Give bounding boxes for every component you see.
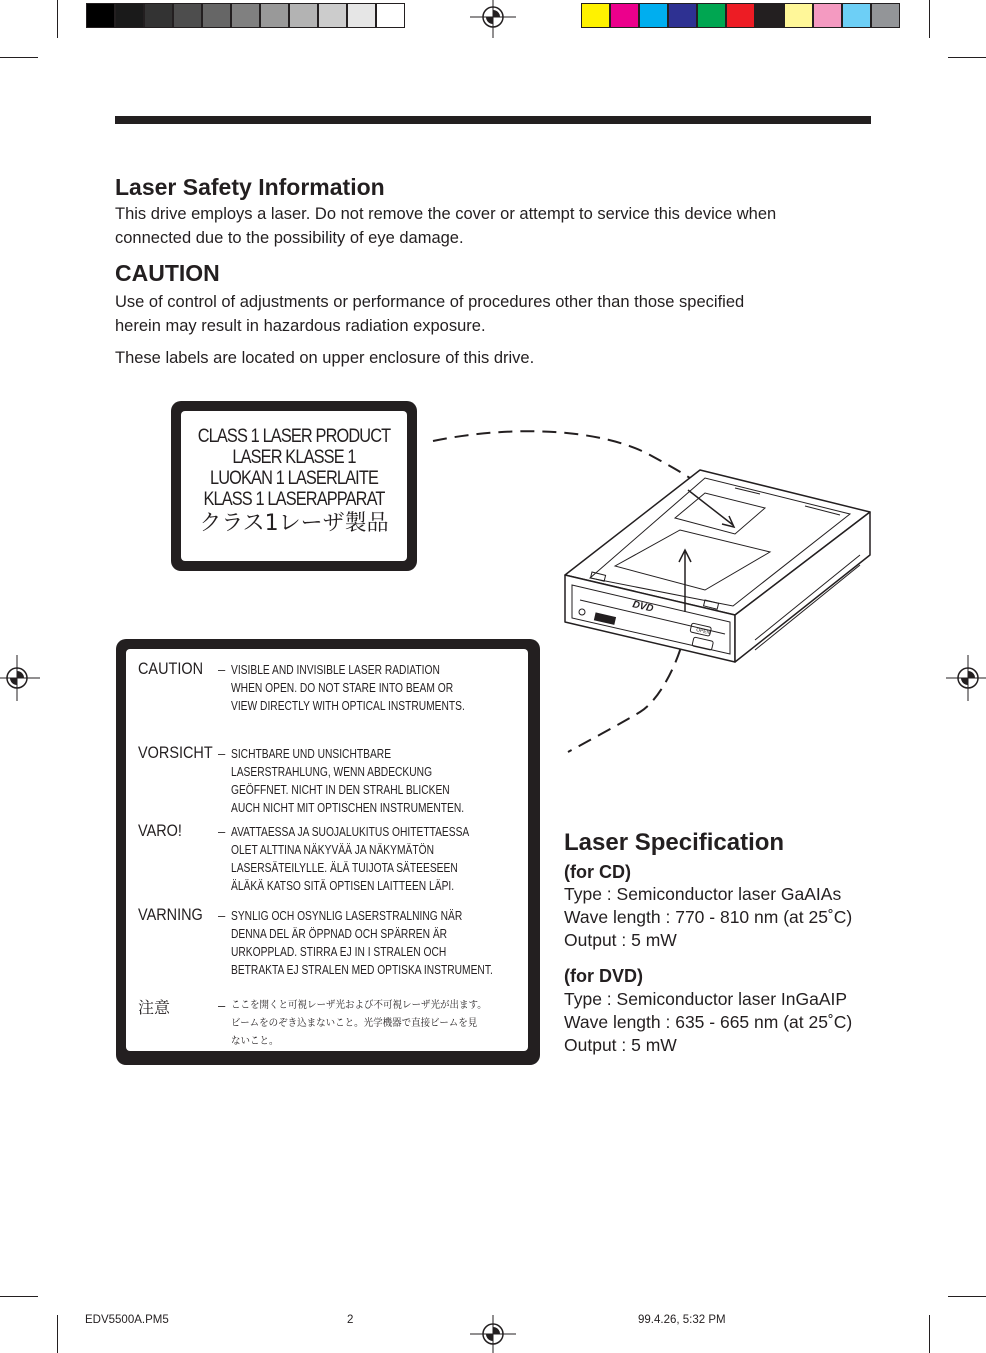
footer-filename: EDV5500A.PM5 <box>85 1314 169 1326</box>
warning-text-line: ないこと。 <box>231 1036 279 1047</box>
registration-mark-left <box>0 655 40 701</box>
class-label-line-japanese: クラス1レーザ製品 <box>199 511 389 536</box>
crop-mark <box>929 0 930 38</box>
caution-title: CAUTION <box>115 260 220 286</box>
spec-title: Laser Specification <box>564 829 785 856</box>
warning-text-line: LASERSÄTEILYLLE. ÄLÄ TUIJOTA SÄTEESEEN <box>231 861 458 875</box>
laser-warning-label <box>116 639 540 1065</box>
color-swatch <box>755 3 784 28</box>
warning-text-line: URKOPPLAD. STIRRA EJ IN I STRALEN OCH <box>231 945 447 959</box>
gray-swatch <box>144 3 173 28</box>
color-swatch <box>871 3 900 28</box>
caution-line2: herein may result in hazardous radiation exposure. <box>115 317 486 335</box>
warning-dash: – <box>218 662 226 677</box>
warning-text-line: VISIBLE AND INVISIBLE LASER RADIATION <box>231 663 440 677</box>
warning-language-word: VARNING <box>138 905 203 924</box>
warning-text-line: BETRAKTA EJ STRALEN MED OPTISKA INSTRUMENT. <box>231 963 493 977</box>
warning-text-line: OLET ALTTINA NÄKYVÄÄ JA NÄKYMÄTÖN <box>231 843 434 857</box>
caution-line1: Use of control of adjustments or performance of procedures other than those specified <box>115 293 745 311</box>
class-label-line: LUOKAN 1 LASERLAITE <box>209 468 379 489</box>
warning-text-line: VIEW DIRECTLY WITH OPTICAL INSTRUMENTS. <box>231 699 465 713</box>
gray-swatch <box>231 3 260 28</box>
registration-mark-bottom <box>470 1315 516 1353</box>
safety-intro-line1: This drive employs a laser. Do not remove the cover or attempt to service this device when <box>115 205 777 223</box>
footer-page-number: 2 <box>347 1314 354 1326</box>
warning-text-line: AUCH NICHT MIT OPTISCHEN INSTRUMENTEN. <box>231 801 465 815</box>
gray-swatch <box>347 3 376 28</box>
footer-date: 99.4.26, 5:32 PM <box>638 1314 726 1326</box>
spec-cd-heading: (for CD) <box>564 862 631 882</box>
class-label-line: CLASS 1 LASER PRODUCT <box>197 426 391 447</box>
warning-text-line: SICHTBARE UND UNSICHTBARE <box>231 747 392 761</box>
spec-cd-wave: Wave length : 770 - 810 nm (at 25˚C) <box>564 907 853 927</box>
gray-swatch <box>115 3 144 28</box>
gray-swatch <box>173 3 202 28</box>
gray-swatch <box>202 3 231 28</box>
color-swatch <box>842 3 871 28</box>
dvd-logo: DVD <box>631 599 655 615</box>
spec-dvd-wave: Wave length : 635 - 665 nm (at 25˚C) <box>564 1012 853 1032</box>
warning-text-line: AVATTAESSA JA SUOJALUKITUS OHITETTAESSA <box>231 825 470 839</box>
safety-intro-line2: connected due to the possibility of eye damage. <box>115 229 464 247</box>
class-label-line: KLASS 1 LASERAPPARAT <box>203 489 385 510</box>
spec-dvd-output: Output : 5 mW <box>564 1035 677 1055</box>
color-swatch <box>581 3 610 28</box>
safety-title: Laser Safety Information <box>115 174 385 200</box>
warning-text-line: ÄLÄKÄ KATSO SITÄ OPTISEN LAITTEEN LÄPI. <box>231 879 455 893</box>
gray-swatch <box>289 3 318 28</box>
color-swatch <box>784 3 813 28</box>
crop-mark <box>948 57 986 58</box>
color-swatch <box>639 3 668 28</box>
crop-mark <box>0 57 38 58</box>
color-swatch <box>726 3 755 28</box>
warning-dash: – <box>218 824 226 839</box>
drive-button-label: OPEN <box>695 627 711 637</box>
gray-swatch <box>260 3 289 28</box>
crop-mark <box>57 0 58 38</box>
warning-text-line: ここを開くと可視レーザ光および不可視レーザ光が出ます。 <box>231 1000 487 1011</box>
labels-note: These labels are located on upper enclosure of this drive. <box>115 349 535 367</box>
crop-mark <box>57 1315 58 1353</box>
warning-dash: – <box>218 746 226 761</box>
warning-text-line: GEÖFFNET. NICHT IN DEN STRAHL BLICKEN <box>231 783 450 797</box>
warning-text-line: DENNA DEL ÄR ÖPPNAD OCH SPÄRREN ÄR <box>231 927 448 941</box>
gray-swatch <box>376 3 405 28</box>
crop-mark <box>948 1296 986 1297</box>
crop-mark <box>929 1315 930 1353</box>
warning-text-line: LASERSTRAHLUNG, WENN ABDECKUNG <box>231 765 433 779</box>
color-swatch <box>668 3 697 28</box>
spec-dvd-heading: (for DVD) <box>564 966 643 986</box>
warning-text-line: SYNLIG OCH OSYNLIG LASERSTRALNING NÄR <box>231 909 463 923</box>
warning-language-word: 注意 <box>138 998 171 1017</box>
warning-language-word: VARO! <box>138 821 182 840</box>
gray-swatch <box>86 3 115 28</box>
warning-language-word: VORSICHT <box>138 743 213 762</box>
class-label-line: LASER KLASSE 1 <box>232 447 356 468</box>
color-swatch <box>813 3 842 28</box>
warning-dash: – <box>218 998 226 1013</box>
crop-mark <box>0 1296 38 1297</box>
warning-text-line: WHEN OPEN. DO NOT STARE INTO BEAM OR <box>231 681 454 695</box>
warning-text-line: ビームをのぞき込まないこと。光学機器で直接ビームを見 <box>231 1018 478 1029</box>
spec-cd-type: Type : Semiconductor laser GaAIAs <box>564 884 842 904</box>
spec-dvd-type: Type : Semiconductor laser InGaAIP <box>564 989 848 1009</box>
gray-swatch <box>318 3 347 28</box>
warning-dash: – <box>218 908 226 923</box>
registration-mark-top <box>470 0 516 38</box>
class1-laser-label <box>171 401 417 571</box>
warning-language-word: CAUTION <box>138 659 204 678</box>
color-swatch <box>610 3 639 28</box>
registration-mark-right <box>946 655 986 701</box>
spec-cd-output: Output : 5 mW <box>564 930 677 950</box>
color-swatch <box>697 3 726 28</box>
header-rule <box>115 116 871 124</box>
